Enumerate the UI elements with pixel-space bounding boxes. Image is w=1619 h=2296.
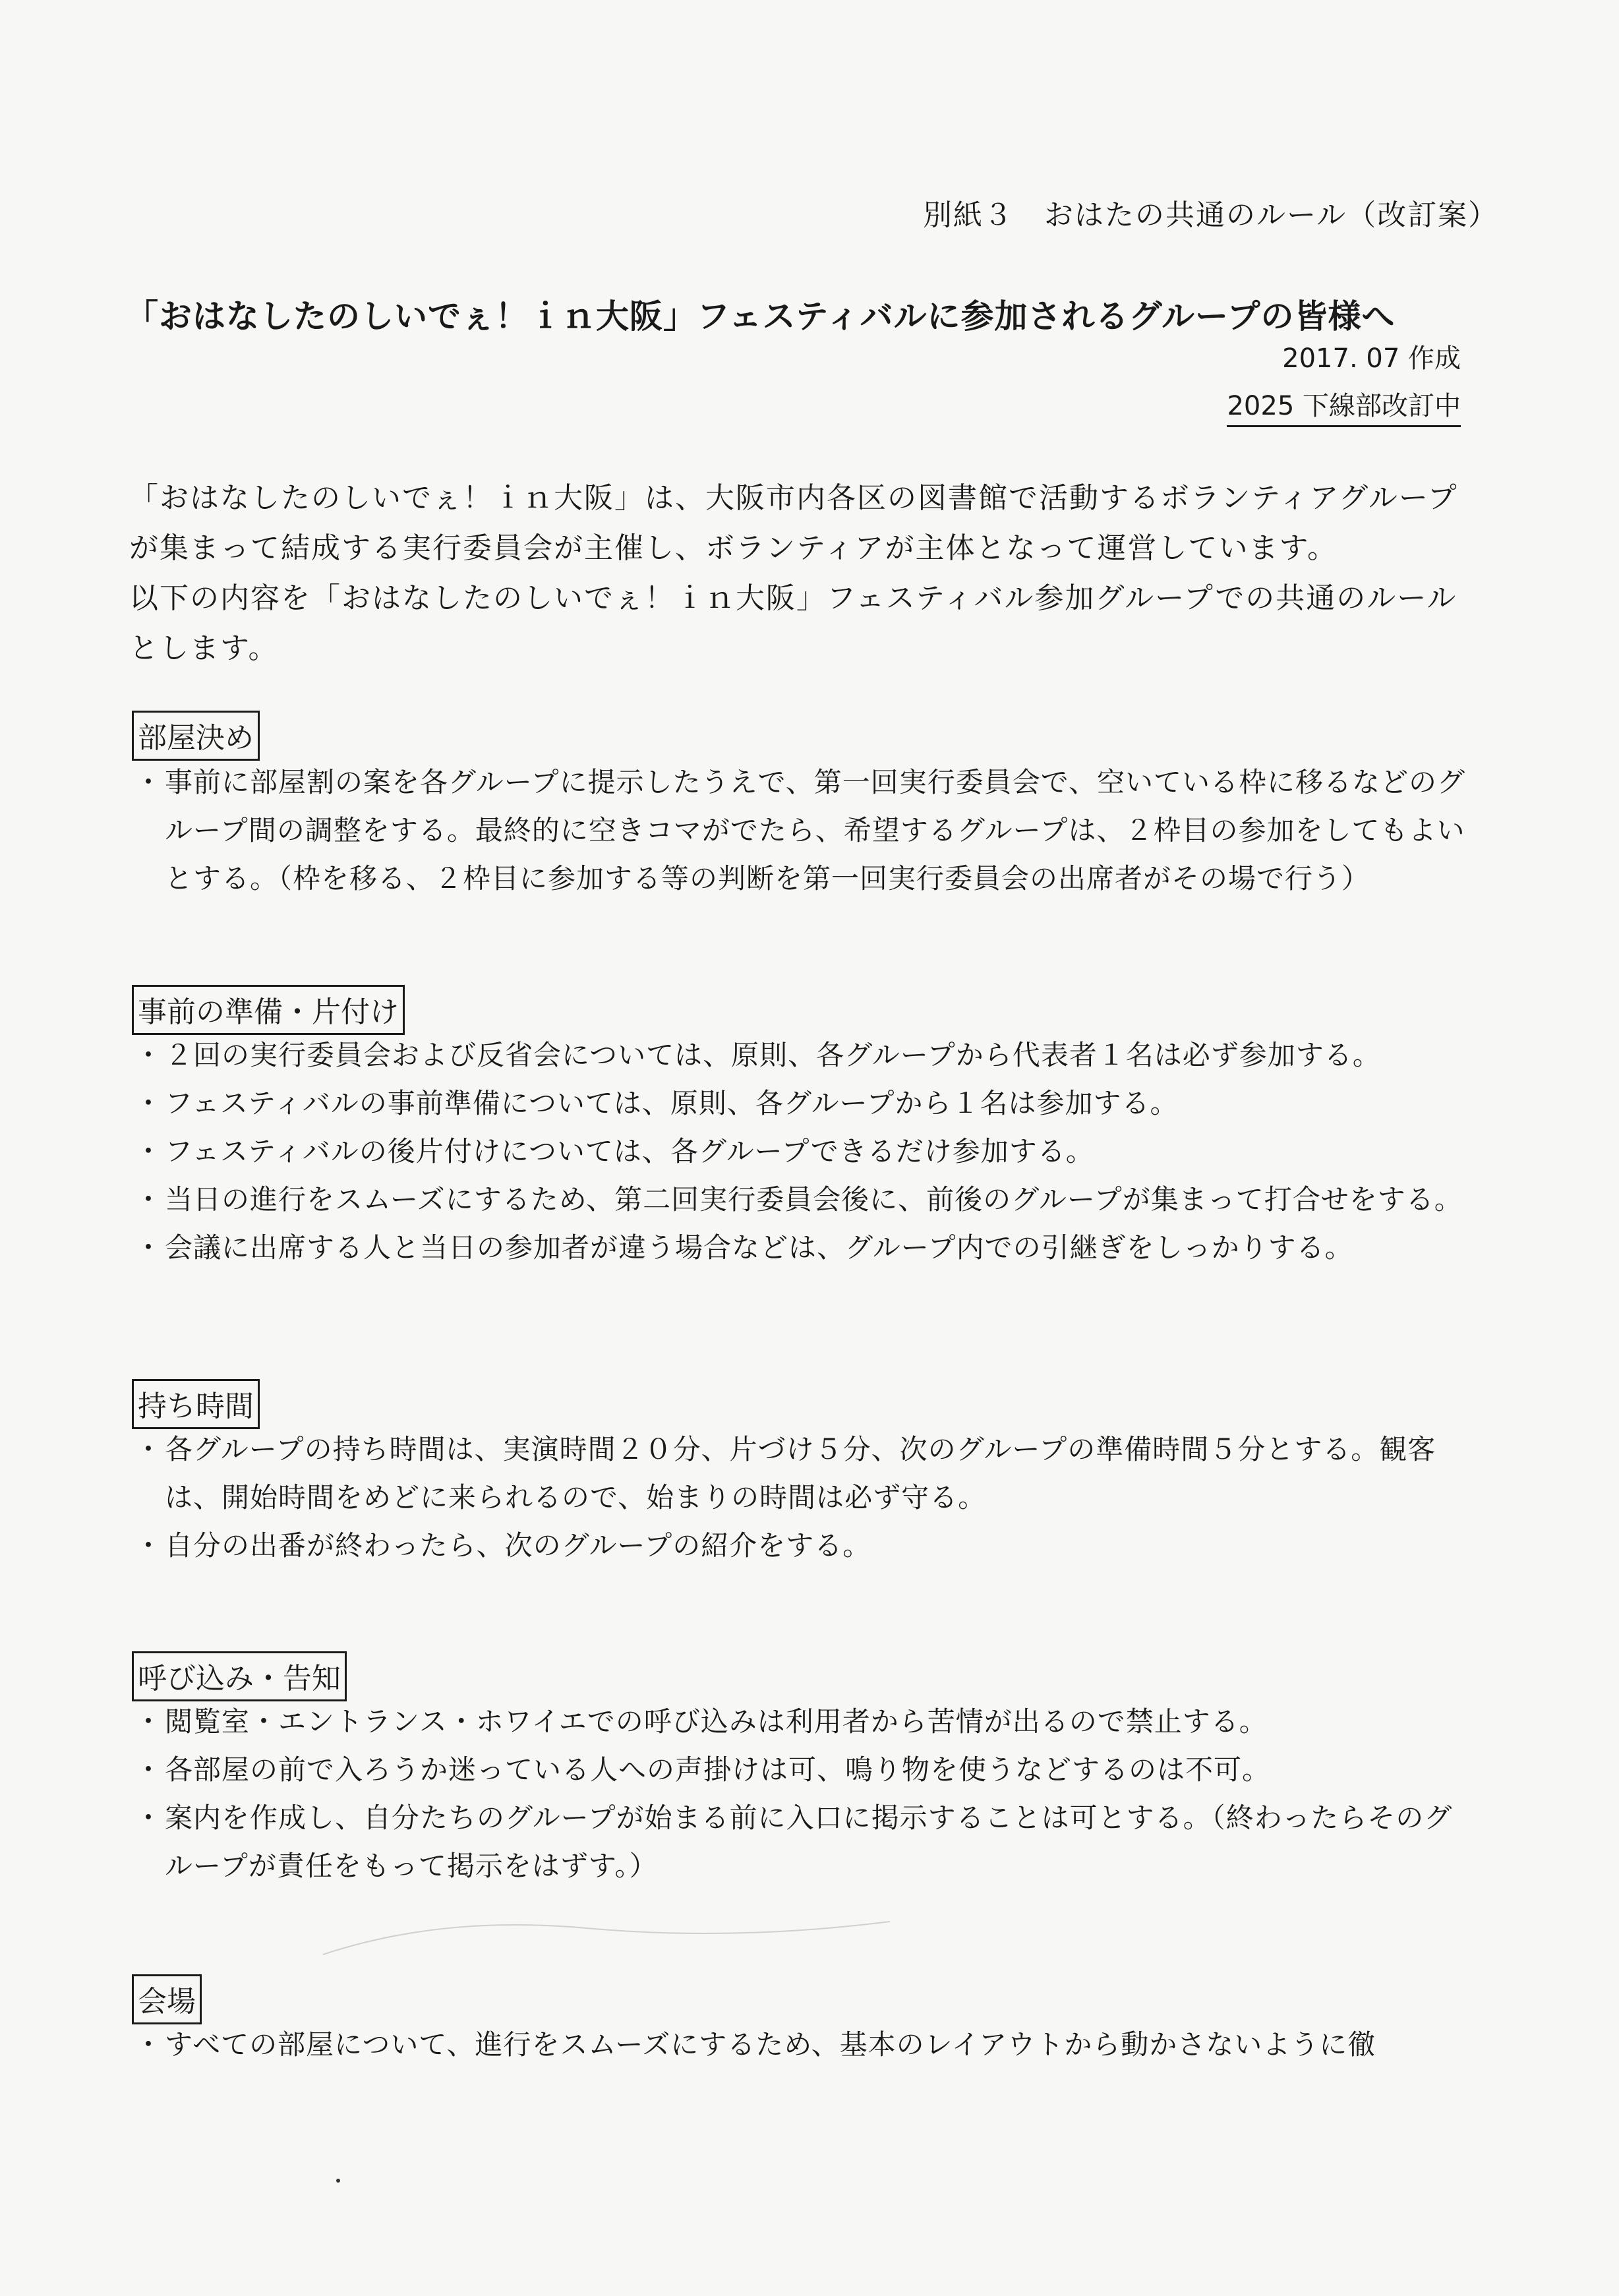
revision-note: 2025 下線部改訂中 xyxy=(1227,385,1461,427)
intro-paragraph-2: 以下の内容を「おはなしたのしいでぇ！ｉｎ大阪」フェスティバル参加グループでの共通のルールとします。 xyxy=(129,581,1457,665)
list-item: ・ 当日の進行をスムーズにするため、第二回実行委員会後に、前後のグループが集まって打合せをする。 xyxy=(138,1175,1477,1223)
section-list-venue xyxy=(138,2020,1477,2069)
intro-text xyxy=(129,473,1474,674)
list-item: ・ 会議に出席する人と当日の参加者が違う場合などは、グループ内での引継ぎをしっかりする。 xyxy=(138,1223,1477,1272)
section-heading-venue: 会場 xyxy=(132,1974,202,2024)
section-heading-room-allocation: 部屋決め xyxy=(132,711,260,761)
section-heading-time-allotment: 持ち時間 xyxy=(132,1379,260,1429)
list-item: ・ 自分の出番が終わったら、次のグループの紹介をする。 xyxy=(138,1521,1477,1570)
section-heading-preparation: 事前の準備・片付け xyxy=(132,985,405,1035)
intro-paragraph-1: 「おはなしたのしいでぇ！ｉｎ大阪」は、大阪市内各区の図書館で活動するボランティアグループが集まって結成する実行委員会が主催し、ボランティアが主体となって運営しています。 xyxy=(129,481,1458,565)
pen-annotation-icon xyxy=(310,1902,903,1981)
section-list-time-allotment xyxy=(138,1425,1477,1570)
list-item: ・ ２回の実行委員会および反省会については、原則、各グループから代表者１名は必ず参加する。 xyxy=(138,1031,1477,1079)
list-item: ・ フェスティバルの事前準備については、原則、各グループから１名は参加する。 xyxy=(138,1079,1477,1127)
page-title: 「おはなしたのしいでぇ！ｉｎ大阪」フェスティバルに参加されるグループの皆様へ xyxy=(125,297,1396,336)
list-item: ・ 閲覧室・エントランス・ホワイエでの呼び込みは利用者から苦情が出るので禁止する。 xyxy=(138,1697,1477,1746)
stray-mark xyxy=(336,2179,340,2183)
list-item: ・ 各部屋の前で入ろうか迷っている人への声掛けは可、鳴り物を使うなどするのは不可。 xyxy=(138,1746,1477,1794)
show-through-text xyxy=(692,198,716,231)
section-list-preparation xyxy=(138,1031,1477,1272)
section-list-room-allocation xyxy=(138,758,1477,902)
date-created: 2017. 07 作成 xyxy=(1282,343,1461,374)
list-item: ・ 各グループの持ち時間は、実演時間２０分、片づけ５分、次のグループの準備時間５分とする。観客は、開始時間をめどに来られるので、始まりの時間は必ず守る。 xyxy=(138,1425,1477,1521)
section-list-announcements xyxy=(138,1697,1477,1890)
list-item: ・ 案内を作成し、自分たちのグループが始まる前に入口に掲示することは可とする。（終わったらそのグループが責任をもって掲示をはずす。） xyxy=(138,1794,1477,1890)
list-item: ・ フェスティバルの後片付けについては、各グループできるだけ参加する。 xyxy=(138,1127,1477,1175)
section-heading-announcements: 呼び込み・告知 xyxy=(132,1651,347,1701)
list-item: ・ 事前に部屋割の案を各グループに提示したうえで、第一回実行委員会で、空いている枠に移るなどのグループ間の調整をする。最終的に空きコマがでたら、希望するグループは、２枠目の参加をしてもよいとする。（枠を移る、２枠目に参加する等の判断を第一回実行委員会の出席者がその場で行う） xyxy=(138,758,1477,902)
list-item: ・ すべての部屋について、進行をスムーズにするため、基本のレイアウトから動かさないように徹 xyxy=(138,2020,1477,2069)
document-reference: 別紙３ おはたの共通のルール（改訂案） xyxy=(923,198,1499,232)
